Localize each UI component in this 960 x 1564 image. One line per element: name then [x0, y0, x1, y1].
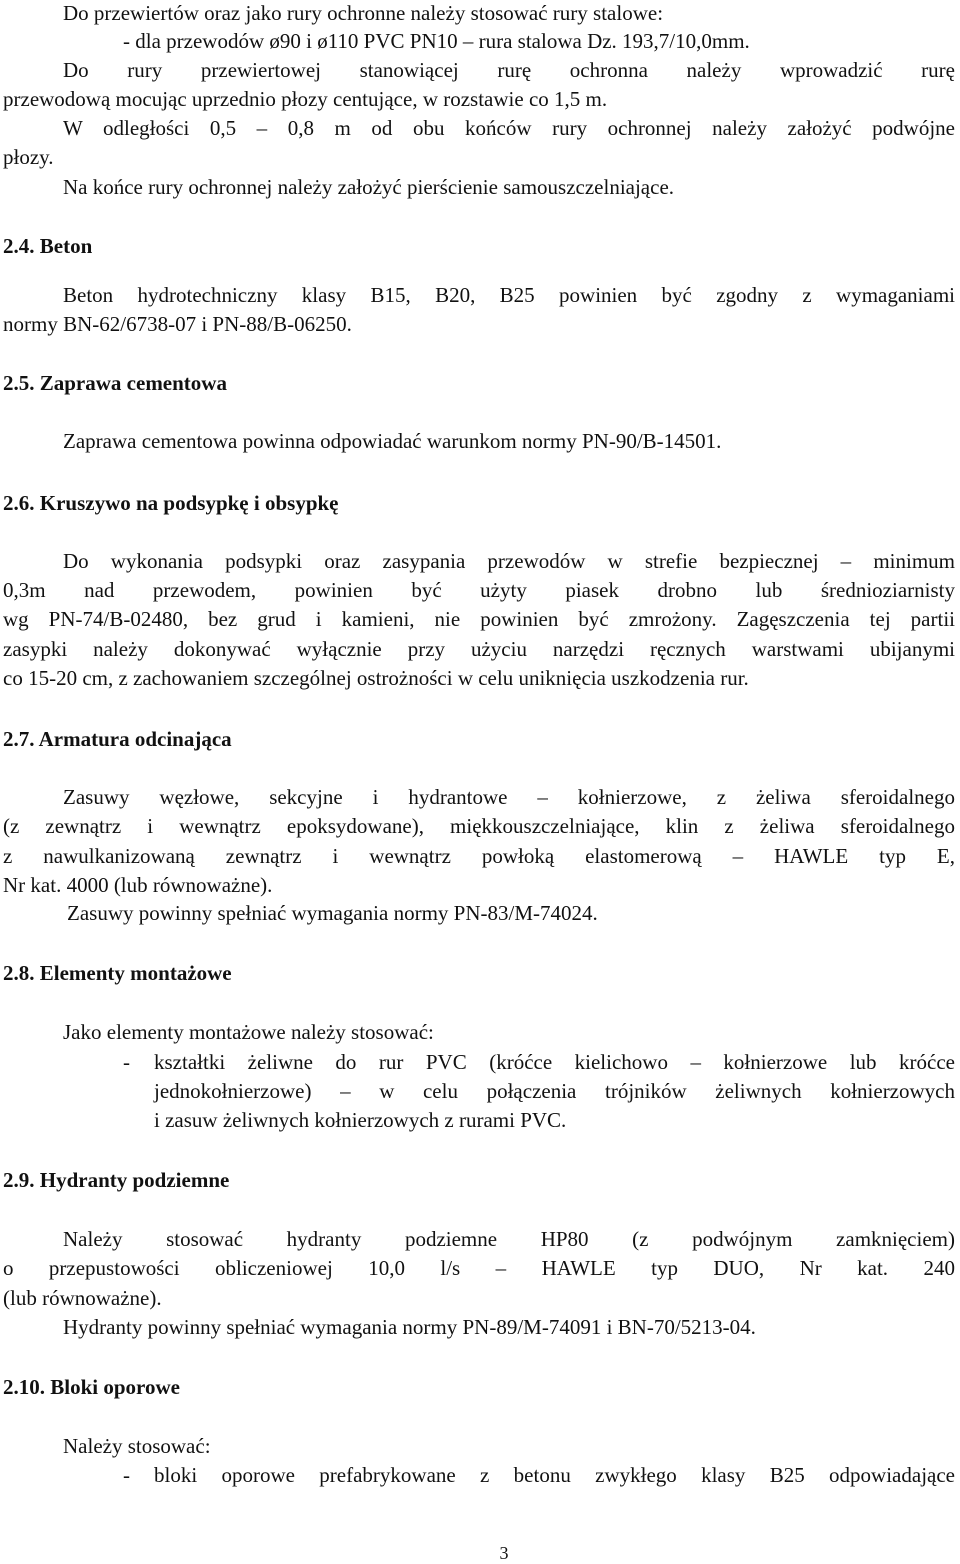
section-heading: 2.4. Beton	[3, 234, 93, 258]
list-item: bloki oporowe prefabrykowane z betonu zwykłego klasy B25 odpowiadające	[154, 1463, 955, 1487]
paragraph-line: Do przewiertów oraz jako rury ochronne należy stosować rury stalowe:	[63, 1, 664, 25]
paragraph-line: płozy.	[3, 145, 54, 169]
paragraph-line: wg PN-74/B-02480, bez grud i kamieni, nie powinien być zmrożony. Zagęszczenia tej partii	[3, 607, 955, 631]
paragraph-line: W odległości 0,5 – 0,8 m od obu końców rury ochronnej należy założyć podwójne	[63, 116, 955, 140]
paragraph-line: 0,3m nad przewodem, powinien być użyty piasek drobno lub średnioziarnisty	[3, 578, 955, 602]
paragraph-line: Zasuwy węzłowe, sekcyjne i hydrantowe – kołnierzowe, z żeliwa sferoidalnego	[63, 785, 955, 809]
paragraph-line: normy BN-62/6738-07 i PN-88/B-06250.	[3, 312, 352, 336]
section-heading: 2.6. Kruszywo na podsypkę i obsypkę	[3, 491, 339, 515]
list-bullet: -	[123, 1463, 130, 1487]
paragraph-line: zasypki należy dokonywać wyłącznie przy użyciu narzędzi ręcznych warstwami ubijanymi	[3, 637, 955, 661]
paragraph-line: z nawulkanizowaną zewnątrz i wewnątrz powłoką elastomerową – HAWLE typ E,	[3, 844, 955, 868]
section-heading: 2.7. Armatura odcinająca	[3, 727, 232, 751]
paragraph-line: (z zewnątrz i wewnątrz epoksydowane), miękkouszczelniające, klin z żeliwa sferoidalnego	[3, 814, 955, 838]
paragraph-line: Na końce rury ochronnej należy założyć pierścienie samouszczelniające.	[63, 175, 675, 199]
paragraph-line: Do wykonania podsypki oraz zasypania przewodów w strefie bezpiecznej – minimum	[63, 549, 955, 573]
paragraph-line: (lub równoważne).	[3, 1286, 162, 1310]
paragraph-line: co 15-20 cm, z zachowaniem szczególnej ostrożności w celu uniknięcia uszkodzenia rur.	[3, 666, 749, 690]
list-bullet: -	[123, 1050, 130, 1074]
list-item: i zasuw żeliwnych kołnierzowych z rurami PVC.	[154, 1108, 567, 1132]
list-item: jednokołnierzowe) – w celu połączenia trójników żeliwnych kołnierzowych	[154, 1079, 955, 1103]
section-heading: 2.10. Bloki oporowe	[3, 1375, 180, 1399]
page-number: 3	[499, 1543, 509, 1563]
paragraph-line: o przepustowości obliczeniowej 10,0 l/s – HAWLE typ DUO, Nr kat. 240	[3, 1256, 955, 1280]
paragraph-line: Zasuwy powinny spełniać wymagania normy PN-83/M-74024.	[67, 901, 598, 925]
section-heading: 2.8. Elementy montażowe	[3, 961, 232, 985]
paragraph-line: Beton hydrotechniczny klasy B15, B20, B25 powinien być zgodny z wymaganiami	[63, 283, 955, 307]
paragraph-line: Jako elementy montażowe należy stosować:	[63, 1020, 434, 1044]
list-item: - dla przewodów ø90 i ø110 PVC PN10 – rura stalowa Dz. 193,7/10,0mm.	[123, 29, 750, 53]
list-item: kształtki żeliwne do rur PVC (króćce kielichowo – kołnierzowe lub króćce	[154, 1050, 955, 1074]
paragraph-line: Hydranty powinny spełniać wymagania normy PN-89/M-74091 i BN-70/5213-04.	[63, 1315, 756, 1339]
paragraph-line: Zaprawa cementowa powinna odpowiadać warunkom normy PN-90/B-14501.	[63, 429, 722, 453]
paragraph-line: Nr kat. 4000 (lub równoważne).	[3, 873, 273, 897]
paragraph-line: Należy stosować:	[63, 1434, 211, 1458]
paragraph-line: Należy stosować hydranty podziemne HP80 (z podwójnym zamknięciem)	[63, 1227, 955, 1251]
section-heading: 2.9. Hydranty podziemne	[3, 1168, 230, 1192]
paragraph-line: przewodową mocując uprzednio płozy centujące, w rozstawie co 1,5 m.	[3, 87, 608, 111]
paragraph-line: Do rury przewiertowej stanowiącej rurę ochronna należy wprowadzić rurę	[63, 58, 955, 82]
section-heading: 2.5. Zaprawa cementowa	[3, 371, 227, 395]
